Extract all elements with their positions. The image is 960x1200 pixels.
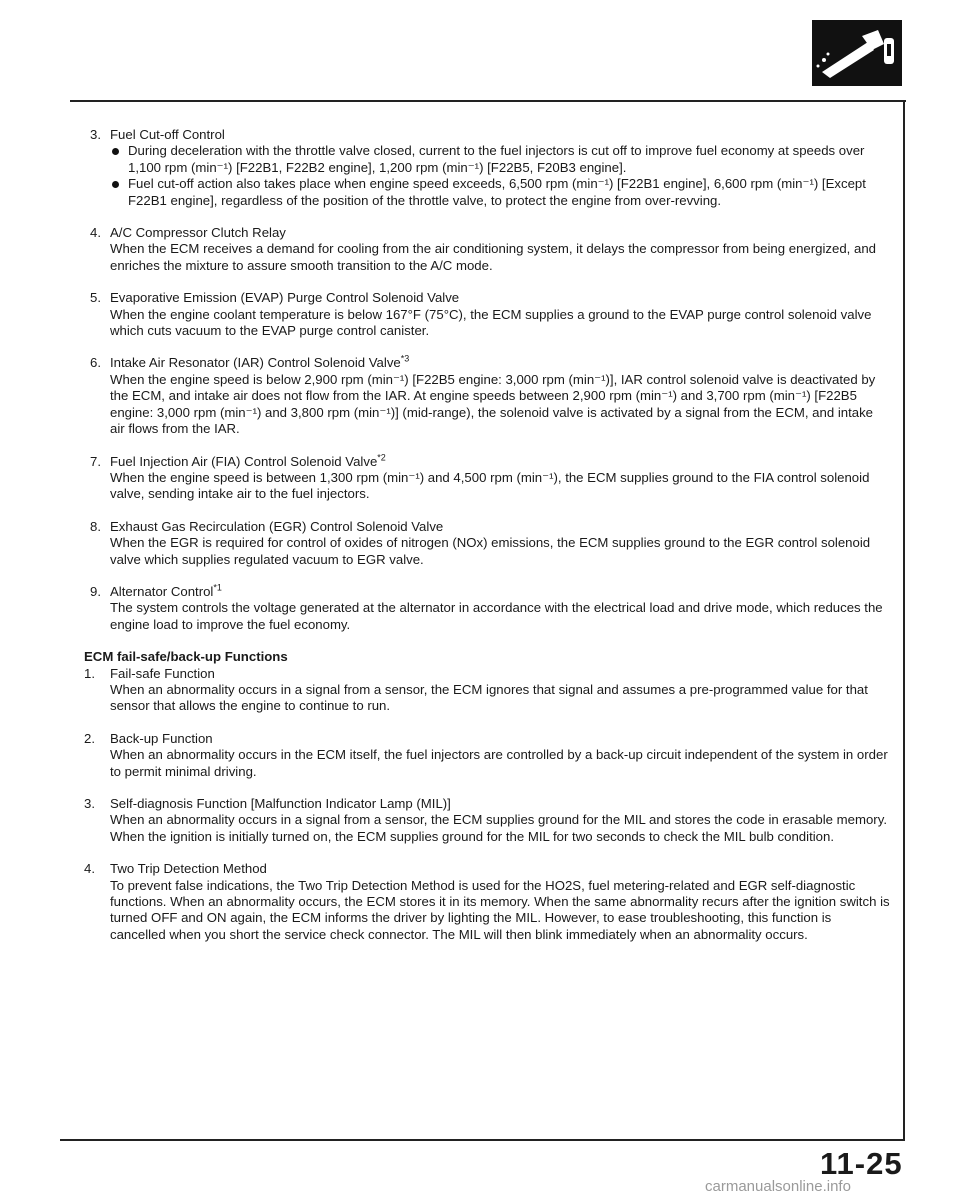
- bullet-item: [110, 143, 890, 176]
- section-fia: [90, 454, 890, 503]
- section-backup: [84, 731, 890, 780]
- section-body: When the EGR is required for control of oxides of nitrogen (NOx) emissions, the ECM supplies ground to the EGR control solenoid valve which supplies regulated vacuum to EGR valve.: [110, 535, 871, 567]
- top-rule: [70, 100, 906, 102]
- section-title: Two Trip Detection Method: [110, 861, 267, 877]
- section-number: 8.: [90, 518, 101, 534]
- right-rule: [903, 100, 905, 1141]
- bullet-icon: [112, 148, 119, 155]
- watermark: carmanualsonline.info: [705, 1178, 851, 1195]
- section-body: When the engine speed is between 1,300 rpm (min⁻¹) and 4,500 rpm (min⁻¹), the ECM supplies ground to the FIA control solenoid valve, sending intake air to the fuel injectors.: [110, 469, 870, 502]
- section-body: When an abnormality occurs in a signal from a sensor, the ECM supplies ground for the MIL and stores the code in erasable memory. When the ignition is initially turned on, the ECM supplies ground for the MIL for two seconds to check the MIL bulb condition.: [110, 812, 887, 844]
- bullet-text: During deceleration with the throttle valve closed, current to the fuel injectors is cut off to improve fuel economy at speeds over 1,100 rpm (min⁻¹) [F22B1, F22B2 engine], 1,200 rpm (min⁻¹) [F22B5, F20B3 engine].: [128, 143, 865, 175]
- bullet-item: [110, 176, 890, 209]
- section-number: 2.: [84, 730, 95, 746]
- section-body: When an abnormality occurs in the ECM itself, the fuel injectors are controlled by a back-up circuit independent of the system in order to permit minimal driving.: [110, 747, 888, 779]
- section-number: 4.: [90, 225, 101, 241]
- footnote-mark: *1: [213, 582, 222, 593]
- section-title: [110, 454, 890, 470]
- section-title: [110, 584, 890, 600]
- section-number: 5.: [90, 290, 101, 306]
- section-number: 4.: [84, 861, 95, 877]
- section-number: 1.: [84, 665, 95, 681]
- section-failsafe: [84, 666, 890, 715]
- section-fuel-cutoff: [90, 127, 890, 209]
- section-evap: [90, 290, 890, 339]
- section-body: The system controls the voltage generated at the alternator in accordance with the electrical load and drive mode, which reduces the engine load to improve the fuel economy.: [110, 600, 883, 632]
- section-body: When an abnormality occurs in a signal from a sensor, the ECM ignores that signal and assumes a pre-programmed value for that sensor that allows the engine to continue to run.: [110, 681, 868, 714]
- section-iar: [90, 355, 890, 437]
- page-content: [84, 127, 890, 959]
- section-alternator: [90, 584, 890, 633]
- section-body: When the ECM receives a demand for cooling from the air conditioning system, it delays the compressor from being energized, and enriches the mixture to assure smooth transition to the A/C mode.: [110, 241, 876, 273]
- section-egr: [90, 519, 890, 568]
- section-title: A/C Compressor Clutch Relay: [110, 225, 286, 241]
- bullet-icon: [112, 181, 119, 188]
- section-ac-relay: [90, 225, 890, 274]
- section-title: Self-diagnosis Function [Malfunction Indicator Lamp (MIL)]: [110, 796, 451, 811]
- section-self-diagnosis: [84, 796, 890, 845]
- section-title: Fuel Cut-off Control: [110, 127, 225, 142]
- section-number: 7.: [90, 453, 101, 469]
- section-title: Back-up Function: [110, 730, 213, 746]
- section-number: 3.: [84, 796, 95, 811]
- section-number: 3.: [90, 127, 101, 142]
- bottom-rule: [60, 1139, 905, 1141]
- fuel-injector-icon: [812, 20, 902, 86]
- section-number: 6.: [90, 355, 101, 371]
- footnote-mark: *3: [400, 354, 410, 365]
- failsafe-heading: ECM fail-safe/back-up Functions: [84, 649, 288, 665]
- bullet-text: Fuel cut-off action also takes place when engine speed exceeds, 6,500 rpm (min⁻¹) [F22B1 engine], 6,600 rpm (min⁻¹) [Except F22B1 engine], regardless of the position of the throttle valve, to protect the engine from over-revving.: [128, 176, 866, 208]
- section-title: Evaporative Emission (EVAP) Purge Control Solenoid Valve: [110, 290, 460, 306]
- section-body: When the engine coolant temperature is below 167°F (75°C), the ECM supplies a ground to the EVAP purge control solenoid valve which cuts vacuum to the EVAP purge control canister.: [110, 306, 872, 339]
- section-title: [110, 355, 890, 371]
- section-number: 9.: [90, 583, 101, 599]
- section-body: To prevent false indications, the Two Trip Detection Method is used for the HO2S, fuel metering-related and EGR self-diagnostic functions. When an abnormality occurs, the ECM stores it in its memory. When the same abnormality recurs after the ignition switch is turned OFF and ON again, the ECM informs the driver by lighting the MIL. However, to ease troubleshooting, this function is cancelled when you short the service check connector. The MIL will then blink immediately when an abnormality occurs.: [110, 877, 890, 942]
- section-title: Exhaust Gas Recirculation (EGR) Control Solenoid Valve: [110, 518, 444, 534]
- title-text: Fuel Injection Air (FIA) Control Solenoid Valve: [110, 453, 378, 469]
- section-two-trip: [84, 861, 890, 943]
- section-body: When the engine speed is below 2,900 rpm (min⁻¹) [F22B5 engine: 3,000 rpm (min⁻¹)], IAR control solenoid valve is deactivated by the ECM, and intake air does not flow from the IAR. At engine speeds between 2,900 rpm (min⁻¹) and 3,700 rpm (min⁻¹) [F22B5 engine: 3,000 rpm (min⁻¹) and 3,800 rpm (min⁻¹)] (mid-range), the solenoid valve is activated by a signal from the ECM, and intake air flows from the IAR.: [110, 371, 876, 437]
- footnote-mark: *2: [377, 452, 386, 463]
- section-title: Fail-safe Function: [110, 665, 215, 681]
- title-text: Alternator Control: [110, 583, 214, 599]
- page-number: 11-25: [820, 1146, 903, 1181]
- title-text: Intake Air Resonator (IAR) Control Solenoid Valve: [110, 355, 401, 371]
